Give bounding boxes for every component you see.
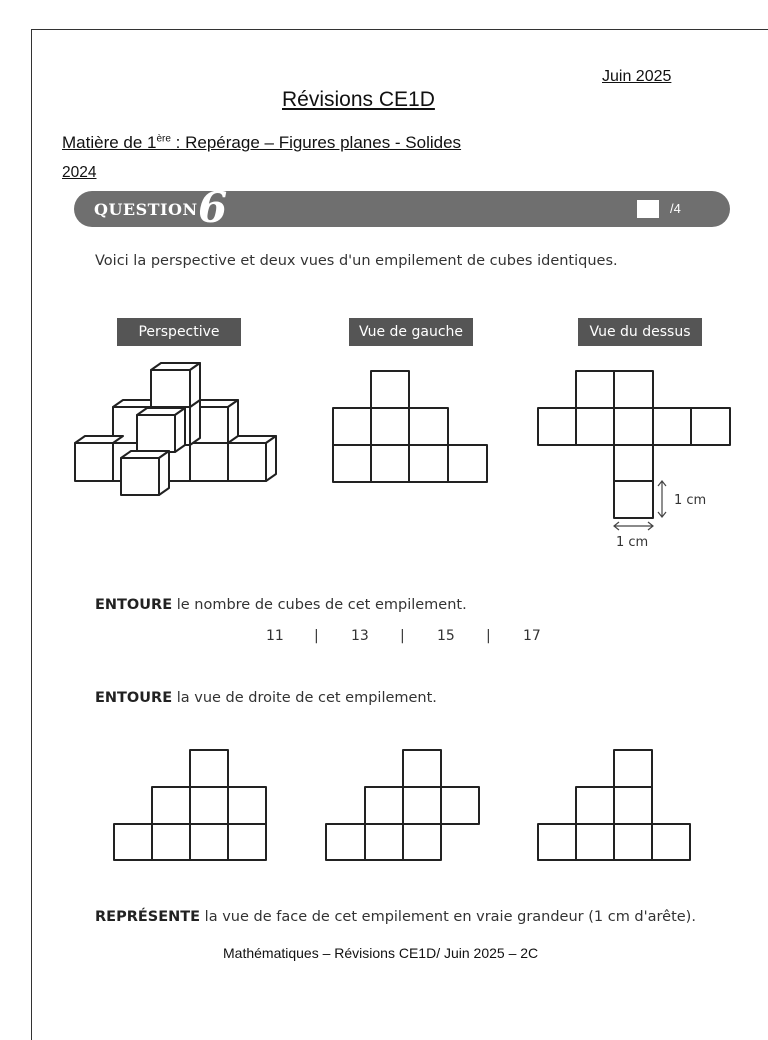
document-title: Révisions CE1D — [282, 88, 435, 111]
cube-count-choices — [0, 628, 768, 648]
label-top-view: Vue du dessus — [578, 318, 702, 346]
task1-line — [95, 597, 467, 613]
choice-separator: | — [314, 628, 319, 644]
task3-line — [95, 909, 696, 925]
subject-prefix: Matière de 1 — [62, 133, 157, 152]
subject-superscript: ère — [156, 133, 171, 145]
question-word: QUESTION — [94, 200, 198, 219]
subject-rest: : Repérage – Figures planes - Solides — [170, 133, 462, 152]
page-footer: Mathématiques – Révisions CE1D/ Juin 2025 – 2C — [223, 945, 539, 961]
task1-text: le nombre de cubes de cet empilement. — [172, 597, 467, 613]
task3-text: la vue de face de cet empilement en vraie grandeur (1 cm d'arête). — [200, 909, 696, 925]
choice-17[interactable]: 17 — [523, 628, 541, 644]
right-view-option-b[interactable] — [326, 750, 479, 860]
perspective-drawing — [75, 363, 276, 495]
task2-line — [95, 690, 437, 706]
choice-11[interactable]: 11 — [266, 628, 284, 644]
task2-keyword: ENTOURE — [95, 690, 173, 706]
document-date: Juin 2025 — [602, 68, 672, 85]
score-max: /4 — [670, 201, 681, 216]
task3-keyword: REPRÉSENTE — [95, 909, 201, 925]
exam-year: 2024 — [62, 164, 97, 181]
left-view-grid — [333, 371, 487, 482]
choice-separator: | — [400, 628, 405, 644]
right-view-option-c[interactable] — [538, 750, 690, 860]
question-intro: Voici la perspective et deux vues d'un empilement de cubes identiques. — [95, 253, 618, 269]
task1-keyword: ENTOURE — [95, 597, 173, 613]
choice-15[interactable]: 15 — [437, 628, 455, 644]
task2-text: la vue de droite de cet empilement. — [172, 690, 437, 706]
label-left-view: Vue de gauche — [349, 318, 473, 346]
choice-separator: | — [486, 628, 491, 644]
dimension-horizontal-label: 1 cm — [616, 535, 649, 550]
right-view-option-a[interactable] — [114, 750, 266, 860]
choice-13[interactable]: 13 — [351, 628, 369, 644]
dimension-vertical-label: 1 cm — [674, 493, 707, 508]
label-perspective: Perspective — [117, 318, 241, 346]
question-number: 6 — [198, 183, 228, 232]
